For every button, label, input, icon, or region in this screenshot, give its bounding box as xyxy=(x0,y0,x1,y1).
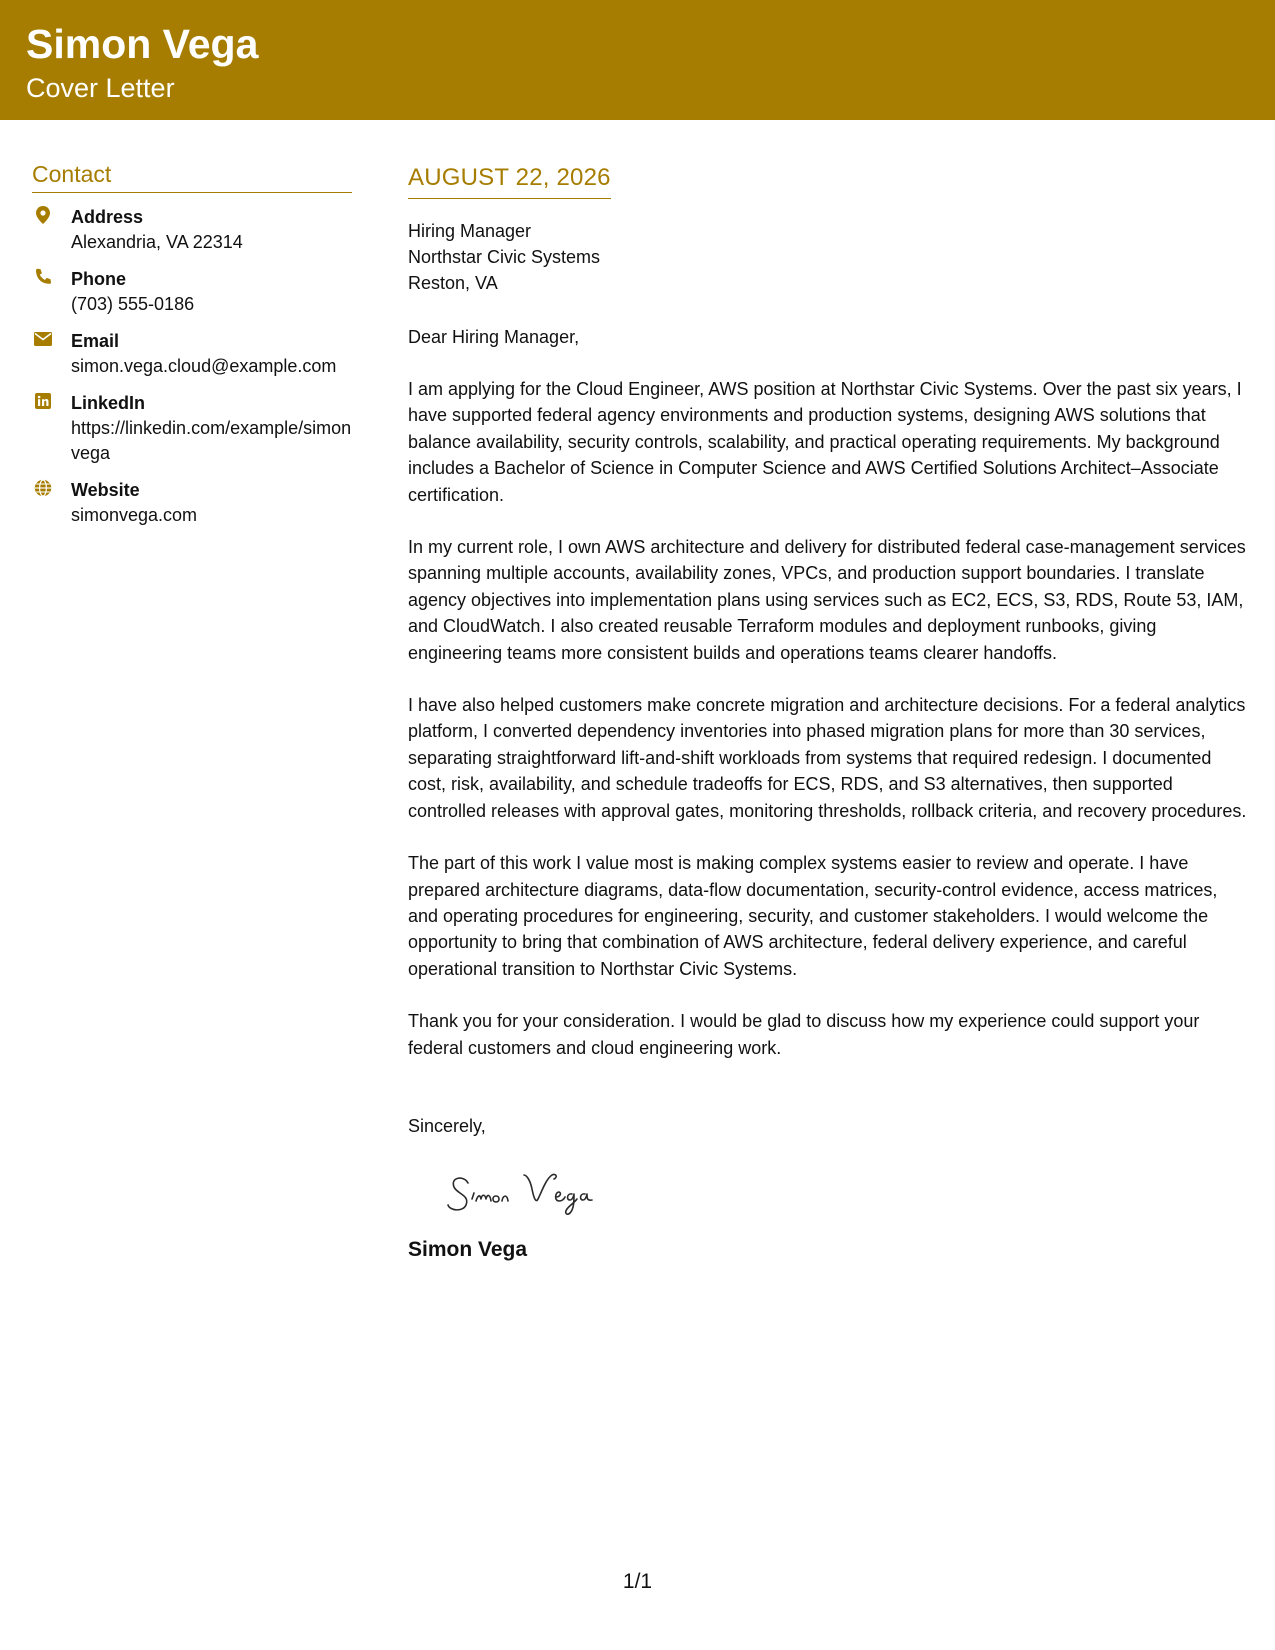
contact-value: https://linkedin.com/example/simonvega xyxy=(71,418,352,463)
contact-value: simon.vega.cloud@example.com xyxy=(71,356,337,376)
letter-body xyxy=(408,166,1248,1263)
recipient-title: Hiring Manager xyxy=(408,221,532,241)
contact-label: Address xyxy=(71,207,144,227)
contact-item-email xyxy=(32,329,352,379)
recipient-location: Reston, VA xyxy=(408,273,498,293)
salutation: Dear Hiring Manager, xyxy=(408,327,580,347)
contact-value: (703) 555-0186 xyxy=(71,294,195,314)
globe-icon xyxy=(34,479,52,497)
letter-paragraph: I have also helped customers make concrete migration and architecture decisions. For a federal analytics platform, I converted dependency inventories into phased migration plans for more than 30 services, separating straightforward lift-and-shift workloads from systems that required redesign. I documented cost, risk, availability, and schedule tradeoffs for ECS, RDS, and S3 alternatives, then supported controlled releases with approval gates, monitoring thresholds, rollback criteria, and recovery procedures. xyxy=(408,695,1247,821)
letter-paragraph: Thank you for your consideration. I would be glad to discuss how my experience could support your federal customers and cloud engineering work. xyxy=(408,1011,1200,1058)
contact-item-website xyxy=(32,478,352,528)
contact-item-linkedin xyxy=(32,391,352,466)
recipient-company: Northstar Civic Systems xyxy=(408,247,601,267)
linkedin-icon xyxy=(34,392,52,410)
contact-label: Website xyxy=(71,480,140,500)
page-number: 1/1 xyxy=(622,1570,653,1593)
letter-paragraph: I am applying for the Cloud Engineer, AWS position at Northstar Civic Systems. Over the past six years, I have supported federal agency environments and production systems, designing AWS solutions that balance availability, security controls, scalability, and practical operating requirements. My background includes a Bachelor of Science in Computer Science and AWS Certified Solutions Architect–Associate certification. xyxy=(408,379,1242,505)
letter-paragraph: The part of this work I value most is making complex systems easier to review and operate. I have prepared architecture diagrams, data-flow documentation, security-control evidence, access matrices, and operating procedures for engineering, security, and customer stakeholders. I would welcome the opportunity to bring that combination of AWS architecture, federal delivery experience, and careful operational transition to Northstar Civic Systems. xyxy=(408,853,1218,979)
letter-paragraph: In my current role, I own AWS architecture and delivery for distributed federal case-management services spanning multiple accounts, availability zones, VPCs, and production support boundaries. I translate agency objectives into implementation plans using services such as EC2, ECS, S3, RDS, Route 53, IAM, and CloudWatch. I also created reusable Terraform modules and deployment runbooks, giving engineering teams more consistent builds and operations teams clearer handoffs. xyxy=(408,537,1246,663)
contact-label: LinkedIn xyxy=(71,393,146,413)
contact-heading: Contact xyxy=(32,163,352,193)
letter-date: AUGUST 22, 2026 xyxy=(408,166,611,199)
document-subtitle: Cover Letter xyxy=(26,73,175,103)
contact-label: Phone xyxy=(71,269,127,289)
closing: Sincerely, xyxy=(408,1115,486,1136)
contact-item-phone xyxy=(32,267,352,317)
recipient-block xyxy=(408,218,1248,296)
handwritten-signature xyxy=(446,1161,646,1221)
contact-label: Email xyxy=(71,331,120,351)
signer-name: Simon Vega xyxy=(408,1237,528,1261)
envelope-icon xyxy=(34,330,52,348)
contact-value: simonvega.com xyxy=(71,505,198,525)
contact-value: Alexandria, VA 22314 xyxy=(71,232,243,252)
header-banner xyxy=(0,0,1275,120)
map-pin-icon xyxy=(34,206,52,224)
applicant-name: Simon Vega xyxy=(26,21,259,67)
phone-icon xyxy=(34,268,52,286)
contact-sidebar xyxy=(32,163,352,540)
contact-item-address xyxy=(32,205,352,255)
